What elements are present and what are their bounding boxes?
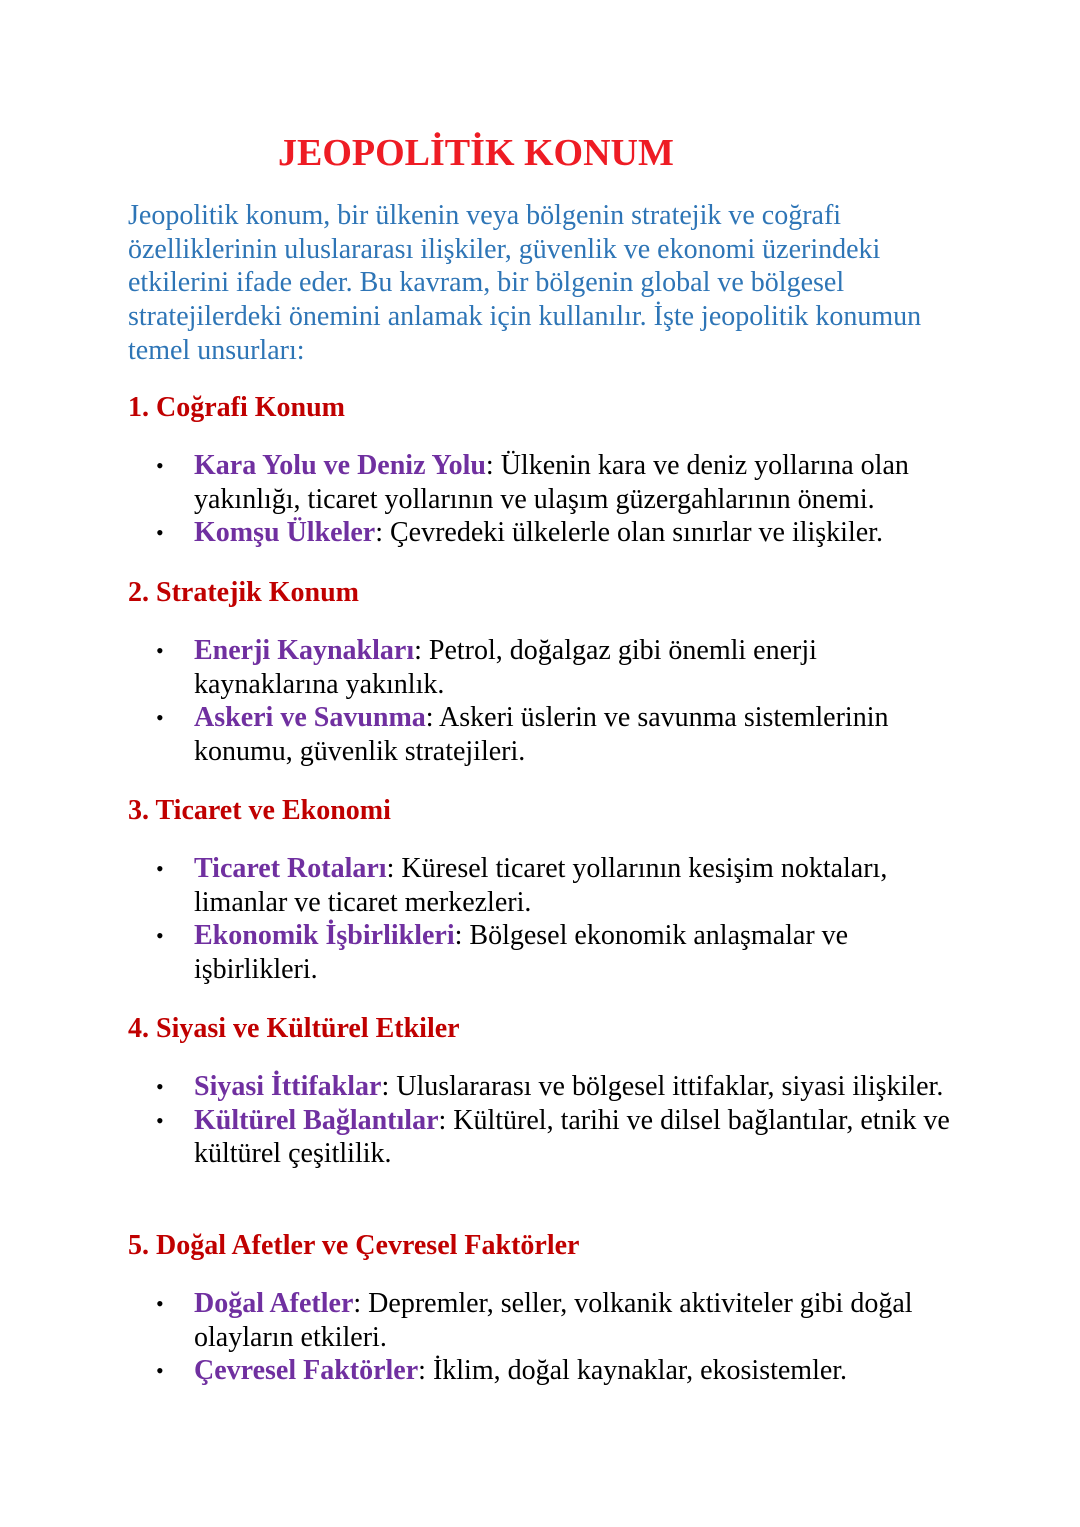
bullet-icon: • — [156, 923, 164, 949]
bullet-icon: • — [156, 1074, 164, 1099]
section-heading: 5. Doğal Afetler ve Çevresel Faktörler — [128, 1230, 580, 1261]
section-heading: 1. Coğrafi Konum — [128, 392, 345, 423]
section-heading: 3. Ticaret ve Ekonomi — [128, 795, 391, 826]
bullet-icon: • — [156, 520, 164, 546]
section-cografi-konum — [128, 391, 968, 550]
item-term: Doğal Afetler — [194, 1288, 354, 1319]
item-text: : Küresel ticaret yollarının kesişim noktaları, limanlar ve ticaret merkezleri. — [194, 853, 888, 918]
item-text: : Askeri üslerin ve savunma sistemlerinin konumu, güvenlik stratejileri. — [194, 702, 889, 767]
item-text: : Bölgesel ekonomik anlaşmalar ve işbirlikleri. — [194, 920, 849, 985]
bullet-icon: • — [156, 1107, 164, 1133]
bullet-list — [128, 852, 968, 986]
list-item — [128, 701, 968, 768]
bullet-icon: • — [156, 705, 164, 731]
intro-paragraph: Jeopolitik konum, bir ülkenin veya bölgenin stratejik ve coğrafi özelliklerinin uluslararası ilişkiler, güvenlik ve ekonomi üzerindeki etkilerini ifade eder. Bu kavram, bir bölgenin global ve bölgesel stratejilerdeki önemini anlamak için kullanılır. İşte jeopolitik konumun temel unsurları: — [128, 200, 922, 366]
item-term: Kara Yolu ve Deniz Yolu — [194, 450, 486, 481]
item-text: : Çevredeki ülkelerle olan sınırlar ve ilişkiler. — [375, 517, 883, 549]
item-term: Komşu Ülkeler — [194, 517, 376, 549]
item-text: : Depremler, seller, volkanik aktiviteler gibi doğal olayların etkileri. — [194, 1288, 913, 1353]
list-item — [128, 634, 968, 701]
list-item — [128, 919, 968, 986]
item-text: : Ülkenin kara ve deniz yollarına olan yakınlığı, ticaret yollarının ve ulaşım güzergahlarının önemi. — [194, 450, 909, 515]
section-heading: 2. Stratejik Konum — [128, 577, 359, 608]
item-text: : Kültürel, tarihi ve dilsel bağlantılar, etnik ve kültürel çeşitlilik. — [194, 1104, 950, 1170]
section-dogal-afetler — [128, 1229, 968, 1388]
bullet-icon: • — [156, 1291, 164, 1316]
list-item — [128, 1104, 968, 1171]
list-item — [128, 516, 968, 550]
list-item — [128, 1070, 968, 1104]
document-title: JEOPOLİTİK KONUM — [278, 132, 674, 174]
section-siyasi-kulturel — [128, 1012, 968, 1171]
bullet-list — [128, 449, 968, 550]
bullet-icon: • — [156, 856, 164, 881]
item-term: Siyasi İttifaklar — [194, 1071, 382, 1102]
item-text: : İklim, doğal kaynaklar, ekosistemler. — [418, 1355, 848, 1387]
item-term: Ticaret Rotaları — [194, 853, 387, 884]
section-heading: 4. Siyasi ve Kültürel Etkiler — [128, 1013, 460, 1044]
list-item — [128, 449, 968, 516]
item-term: Enerji Kaynakları — [194, 635, 415, 666]
bullet-icon: • — [156, 1358, 164, 1384]
list-item — [128, 1287, 968, 1354]
item-term: Çevresel Faktörler — [194, 1355, 419, 1387]
list-item — [128, 852, 968, 919]
bullet-list — [128, 1070, 968, 1171]
bullet-list — [128, 634, 968, 768]
item-text: : Uluslararası ve bölgesel ittifaklar, siyasi ilişkiler. — [381, 1071, 944, 1102]
item-term: Kültürel Bağlantılar — [194, 1104, 439, 1136]
bullet-list — [128, 1287, 968, 1388]
section-stratejik-konum — [128, 576, 968, 768]
section-ticaret-ekonomi — [128, 794, 968, 986]
item-term: Askeri ve Savunma — [194, 702, 426, 734]
list-item — [128, 1354, 968, 1388]
bullet-icon: • — [156, 453, 164, 478]
bullet-icon: • — [156, 638, 164, 663]
item-term: Ekonomik İşbirlikleri — [194, 920, 455, 952]
item-text: : Petrol, doğalgaz gibi önemli enerji kaynaklarına yakınlık. — [194, 635, 817, 700]
